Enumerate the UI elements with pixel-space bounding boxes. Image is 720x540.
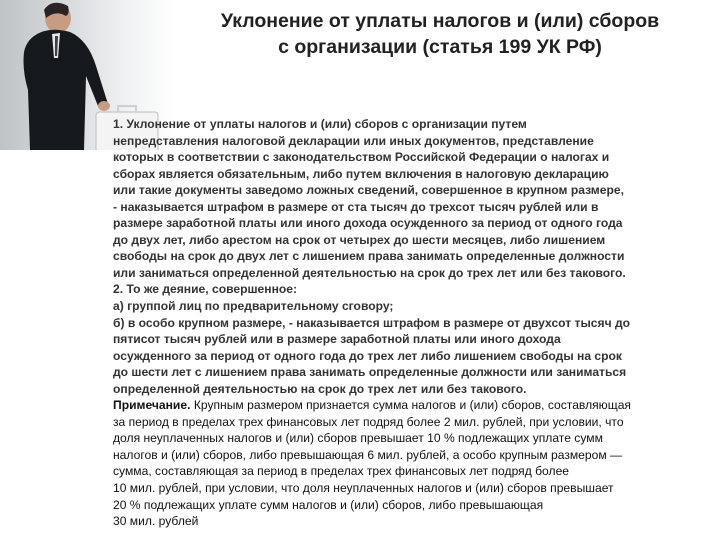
note-line: сумма, составляющая за период в пределах трех финансовых лет подряд более (113, 464, 570, 479)
article-line: - наказывается штрафом в размере от ста тысяч до трехсот тысяч рублей или в (113, 199, 599, 214)
article-line: до двух лет, либо арестом на срок от четырех до шести месяцев, либо лишением (113, 232, 606, 247)
note-line: за период в пределах трех финансовых лет подряд более 2 мил. рублей, при условии, что (113, 414, 624, 429)
note-line: доля неуплаченных налогов и (или) сборов превышает 10 % подлежащих уплате сумм (113, 431, 603, 446)
article-line: или заниматься определенной деятельностью на срок до трех лет или без такового. (113, 265, 626, 280)
note-label: Примечание. (113, 398, 191, 413)
article-line: определенной деятельностью на срок до трех лет или без такового. (113, 381, 527, 396)
article-line: до шести лет с лишением права занимать определенные должности или заниматься (113, 365, 627, 380)
article-line: непредставления налоговой декларации или иных документов, представление (113, 133, 594, 148)
article-line: или такие документы заведомо ложных сведений, совершенное в крупном размере, (113, 183, 624, 198)
article-line: которых в соответствии с законодательством Российской Федерации о налогах и (113, 150, 610, 165)
note-first-line (113, 397, 713, 414)
article-line: осужденного за период от одного года до трех лет либо лишением свободы на срок (113, 348, 622, 363)
note-line: Крупным размером признается сумма налогов и (или) сборов, составляющая (190, 398, 631, 413)
article-text (113, 116, 713, 530)
article-line: б) в особо крупном размере, - наказывается штрафом в размере от двухсот тысяч до (113, 315, 631, 330)
article-line: сборах является обязательным, либо путем включения в налоговую декларацию (113, 166, 609, 181)
title-line-2: с организации (статья 199 УК РФ) (278, 36, 602, 58)
title-line-1: Уклонение от уплаты налогов и (или) сборов (220, 10, 660, 32)
note-line: налогов и (или) сборов, либо превышающая 6 мил. рублей, а особо крупным размером — (113, 447, 623, 462)
article-line: а) группой лиц по предварительному сговору; (113, 299, 394, 314)
note-line: 30 мил. рублей (113, 514, 199, 529)
article-line: 1. Уклонение от уплаты налогов и (или) сборов с организации путем (113, 117, 527, 131)
article-line: свободы на срок до двух лет с лишением права занимать определенные должности (113, 249, 625, 264)
slide-title (160, 8, 720, 60)
article-line: 2. То же деяние, совершенное: (113, 282, 298, 297)
note-line: 20 % подлежащих уплате сумм налогов и (или) сборов, либо превышающая (113, 497, 544, 512)
article-line: пятисот тысяч рублей или в размере заработной платы или иного дохода (113, 332, 561, 347)
note-line: 10 мил. рублей, при условии, что доля неуплаченных налогов и (или) сборов превышает (113, 481, 614, 496)
article-line: размере заработной платы или иного дохода осужденного за период от одного года (113, 216, 623, 231)
